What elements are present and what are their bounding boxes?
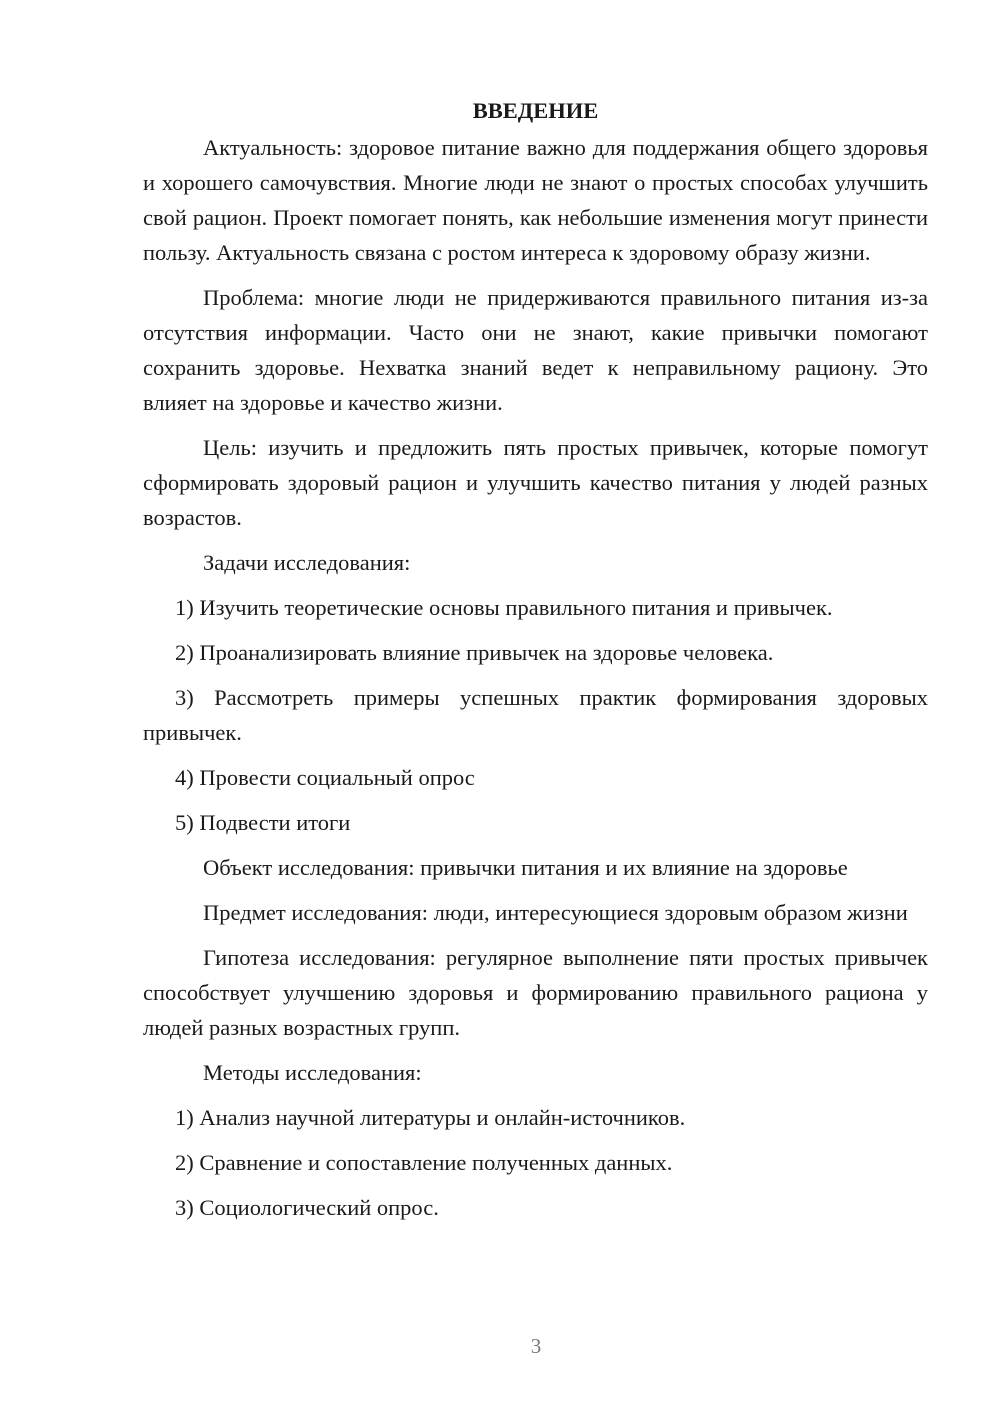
- hypothesis-paragraph: Гипотеза исследования: регулярное выполнение пяти простых привычек способствует улучшению здоровья и формированию правильного рациона у людей разных возрастных групп.: [143, 945, 928, 1040]
- object-paragraph: Объект исследования: привычки питания и их влияние на здоровье: [203, 855, 848, 880]
- section-heading: ВВЕДЕНИЕ: [472, 98, 599, 123]
- task-item: 2) Проанализировать влияние привычек на здоровье человека.: [175, 640, 774, 665]
- relevance-paragraph: Актуальность: здоровое питание важно для поддержания общего здоровья и хорошего самочувствия. Многие люди не знают о простых способах улучшить свой рацион. Проект помогает понять, как небольшие изменения могут принести пользу. Актуальность связана с ростом интереса к здоровому образу жизни.: [143, 135, 928, 265]
- task-item: 4) Провести социальный опрос: [175, 765, 475, 790]
- methods-title: Методы исследования:: [203, 1060, 422, 1085]
- method-item: 1) Анализ научной литературы и онлайн-источников.: [175, 1105, 686, 1130]
- task-item: 5) Подвести итоги: [175, 810, 351, 835]
- method-item: 2) Сравнение и сопоставление полученных данных.: [175, 1150, 673, 1175]
- page-number: 3: [530, 1334, 542, 1358]
- subject-paragraph: Предмет исследования: люди, интересующиеся здоровым образом жизни: [203, 900, 908, 925]
- tasks-title: Задачи исследования:: [203, 550, 411, 575]
- task-item: 3) Рассмотреть примеры успешных практик формирования здоровых привычек.: [143, 685, 928, 745]
- goal-paragraph: Цель: изучить и предложить пять простых привычек, которые помогут сформировать здоровый рацион и улучшить качество питания у людей разных возрастов.: [143, 435, 928, 530]
- page-content: [143, 96, 928, 1235]
- problem-paragraph: Проблема: многие люди не придерживаются правильного питания из-за отсутствия информации. Часто они не знают, какие привычки помогают сохранить здоровье. Нехватка знаний ведет к неправильному рациону. Это влияет на здоровье и качество жизни.: [143, 285, 928, 415]
- method-item: 3) Социологический опрос.: [175, 1195, 439, 1220]
- task-item: 1) Изучить теоретические основы правильного питания и привычек.: [175, 595, 833, 620]
